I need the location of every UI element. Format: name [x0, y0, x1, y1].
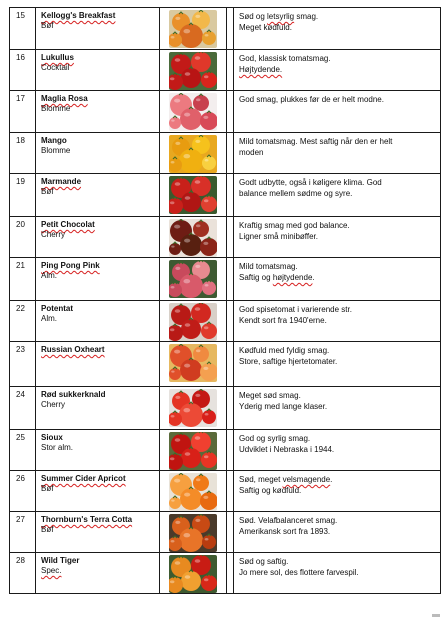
description: [234, 471, 440, 496]
description-line-1: Sød og letsyrlig smag.: [239, 12, 319, 21]
spacer-cell: [227, 8, 234, 50]
photo-cell: [160, 174, 227, 217]
photo-cell: [160, 387, 227, 430]
description: [234, 217, 440, 242]
description-cell: [234, 301, 441, 342]
description-line-2: Saftig og kødfuld.: [239, 486, 302, 495]
variety-cell: [36, 301, 160, 342]
variety-type: [36, 187, 159, 197]
variety-name-text: Russian Oxheart: [41, 345, 105, 354]
description-line-1: Kødfuld med fyldig smag.: [239, 346, 330, 355]
row-number-cell: [10, 430, 36, 471]
description-line-2: Ligner små minibøffer.: [239, 232, 318, 241]
tomato-photo-cherry: [169, 389, 217, 427]
row-number-cell: [10, 258, 36, 301]
variety-name-text: Kellogg's Breakfast: [41, 11, 116, 20]
tomato-photo-yellow: [169, 135, 217, 173]
row-number-cell: [10, 50, 36, 91]
tomato-photo-striped: [169, 555, 217, 593]
variety-name-text: Summer Cider Apricot: [41, 474, 126, 483]
spacer-cell: [227, 430, 234, 471]
photo-cell: [160, 342, 227, 387]
row-number-cell: [10, 512, 36, 553]
photo-cell: [160, 258, 227, 301]
description-cell: [234, 512, 441, 553]
variety-type-text: Cocktail: [41, 63, 70, 72]
variety-type-text: Stor alm.: [41, 443, 74, 452]
variety-type-text: Alm.: [41, 314, 57, 323]
variety-name: [36, 217, 159, 230]
variety-name-text: Maglia Rosa: [41, 94, 88, 103]
tomato-photo-red-large: [169, 432, 217, 470]
variety-name-text: Petit Chocolat: [41, 220, 95, 229]
description: [234, 553, 440, 578]
row-number: 28: [16, 556, 25, 565]
photo-cell: [160, 8, 227, 50]
row-number-cell: [10, 553, 36, 594]
tomato-photo-terracotta: [169, 514, 217, 552]
row-number: 24: [16, 390, 25, 399]
description-cell: [234, 342, 441, 387]
row-number: 23: [16, 345, 25, 354]
variety-name-text: Rød sukkerknald: [41, 390, 106, 399]
spacer-cell: [227, 301, 234, 342]
description-line-2: Højtydende.: [239, 65, 283, 74]
description-cell: [234, 258, 441, 301]
description: [234, 342, 440, 367]
variety-name-text: Thornburn's Terra Cotta: [41, 515, 133, 524]
description-line-2: Kendt sort fra 1940'erne.: [239, 316, 327, 325]
variety-cell: [36, 8, 160, 50]
variety-name: [36, 471, 159, 484]
variety-type-text: Blomme: [41, 146, 71, 155]
table-row: [10, 512, 441, 553]
description: [234, 430, 440, 455]
tomato-photo-oxheart: [169, 344, 217, 382]
row-number: 21: [16, 261, 25, 270]
variety-type-text: Cherry: [41, 230, 66, 239]
variety-type: [36, 271, 159, 281]
table-row: [10, 258, 441, 301]
variety-name: [36, 430, 159, 443]
description-line-1: Sød. Velafbalanceret smag.: [239, 516, 338, 525]
variety-cell: [36, 50, 160, 91]
variety-name-text: Ping Pong Pink: [41, 261, 100, 270]
description: [234, 174, 440, 199]
variety-type-text: Bøf: [41, 187, 54, 196]
description: [234, 301, 440, 326]
variety-name: [36, 50, 159, 63]
photo-cell: [160, 50, 227, 91]
variety-cell: [36, 471, 160, 512]
variety-name: [36, 553, 159, 566]
description: [234, 91, 440, 105]
row-number-cell: [10, 8, 36, 50]
description-line-2: Amerikansk sort fra 1893.: [239, 527, 331, 536]
description: [234, 512, 440, 537]
description-line-1: God, klassisk tomatsmag.: [239, 54, 331, 63]
photo-cell: [160, 217, 227, 258]
variety-type: [36, 314, 159, 324]
variety-type: [36, 443, 159, 453]
row-number-cell: [10, 133, 36, 174]
variety-type-text: Bøf: [41, 484, 54, 493]
row-number-cell: [10, 217, 36, 258]
variety-type: [36, 63, 159, 73]
description-cell: [234, 430, 441, 471]
description-line-1: Kraftig smag med god balance.: [239, 221, 350, 230]
description-cell: [234, 217, 441, 258]
row-number: 15: [16, 11, 25, 20]
variety-name: [36, 301, 159, 314]
variety-name: [36, 133, 159, 146]
variety-name-text: Lukullus: [41, 53, 74, 62]
tomato-photo-red: [169, 52, 217, 90]
description: [234, 133, 440, 158]
row-number-cell: [10, 471, 36, 512]
description: [234, 50, 440, 75]
description-line-1: God spisetomat i varierende str.: [239, 305, 352, 314]
row-number: 25: [16, 433, 25, 442]
table-row: [10, 301, 441, 342]
variety-type-text: Spec.: [41, 566, 62, 575]
variety-name-text: Potentat: [41, 304, 73, 313]
description: [234, 387, 440, 412]
variety-name: [36, 512, 159, 525]
variety-cell: [36, 430, 160, 471]
description-line-2: Meget kødfuld.: [239, 23, 292, 32]
description-cell: [234, 8, 441, 50]
variety-cell: [36, 133, 160, 174]
variety-cell: [36, 342, 160, 387]
variety-name: [36, 8, 159, 21]
variety-cell: [36, 258, 160, 301]
table-row: [10, 91, 441, 133]
tomato-photo-pink-bowl: [169, 93, 217, 131]
description-line-1: Sød, meget velsmagende.: [239, 475, 333, 484]
row-number: 27: [16, 515, 25, 524]
variety-name: [36, 387, 159, 400]
photo-cell: [160, 301, 227, 342]
spacer-cell: [227, 50, 234, 91]
variety-name-text: Sioux: [41, 433, 63, 442]
spacer-cell: [227, 512, 234, 553]
table-row: [10, 430, 441, 471]
variety-cell: [36, 217, 160, 258]
table-row: [10, 387, 441, 430]
tomato-photo-apricot: [169, 473, 217, 511]
description-line-1: Mild tomatsmag.: [239, 262, 298, 271]
tomato-photo-pink: [169, 260, 217, 298]
description-cell: [234, 387, 441, 430]
variety-cell: [36, 387, 160, 430]
variety-type: [36, 146, 159, 156]
description-line-2: balance mellem sødme og syre.: [239, 189, 353, 198]
variety-type-text: Bøf: [41, 21, 54, 30]
table-row: [10, 471, 441, 512]
spacer-cell: [227, 342, 234, 387]
description-line-2: moden: [239, 148, 264, 157]
table-row: [10, 174, 441, 217]
variety-cell: [36, 553, 160, 594]
description-line-1: Godt udbytte, også i køligere klima. God: [239, 178, 382, 187]
page-corner-mark: [432, 614, 440, 617]
description-line-2: Store, saftige hjertetomater.: [239, 357, 338, 366]
row-number-cell: [10, 342, 36, 387]
variety-name-text: Mango: [41, 136, 67, 145]
description-line-2: Udviklet i Nebraska i 1944.: [239, 445, 335, 454]
variety-type-text: Blomme: [41, 104, 71, 113]
photo-cell: [160, 471, 227, 512]
tomato-photo-chocolate: [169, 219, 217, 257]
variety-type: [36, 400, 159, 410]
table-row: [10, 8, 441, 50]
photo-cell: [160, 91, 227, 133]
description-cell: [234, 133, 441, 174]
variety-type-text: Cherry: [41, 400, 66, 409]
description-cell: [234, 91, 441, 133]
variety-type: [36, 484, 159, 494]
spacer-cell: [227, 133, 234, 174]
description-line-1: Meget sød smag.: [239, 391, 301, 400]
photo-cell: [160, 553, 227, 594]
table-row: [10, 133, 441, 174]
description-line-1: Sød og saftig.: [239, 557, 289, 566]
photo-cell: [160, 133, 227, 174]
description: [234, 258, 440, 283]
row-number: 18: [16, 136, 25, 145]
description-line-2: Saftig og højtydende.: [239, 273, 315, 282]
spacer-cell: [227, 471, 234, 512]
variety-name: [36, 342, 159, 355]
variety-name: [36, 91, 159, 104]
tomato-photo-orange: [169, 10, 217, 48]
row-number: 19: [16, 177, 25, 186]
table-row: [10, 50, 441, 91]
table-row: [10, 342, 441, 387]
table-row: [10, 217, 441, 258]
description-line-1: Mild tomatsmag. Mest saftig når den er helt: [239, 137, 393, 146]
description-line-2: Yderig med lange klaser.: [239, 402, 328, 411]
variety-name: [36, 258, 159, 271]
row-number: 26: [16, 474, 25, 483]
description-line-1: God og syrlig smag.: [239, 434, 311, 443]
variety-cell: [36, 174, 160, 217]
row-number-cell: [10, 91, 36, 133]
row-number-cell: [10, 301, 36, 342]
spacer-cell: [227, 387, 234, 430]
tomato-photo-red-cluster: [169, 176, 217, 214]
description-cell: [234, 50, 441, 91]
spacer-cell: [227, 258, 234, 301]
description-cell: [234, 553, 441, 594]
description-line-2: Jo mere sol, des flottere farvespil.: [239, 568, 359, 577]
row-number: 17: [16, 94, 25, 103]
variety-type-text: Alm.: [41, 271, 57, 280]
variety-name: [36, 174, 159, 187]
photo-cell: [160, 430, 227, 471]
table-row: [10, 553, 441, 594]
variety-name-text: Wild Tiger: [41, 556, 80, 565]
row-number-cell: [10, 174, 36, 217]
row-number-cell: [10, 387, 36, 430]
description: [234, 8, 440, 33]
spacer-cell: [227, 553, 234, 594]
variety-type: [36, 230, 159, 240]
tomato-photo-red-vine: [169, 303, 217, 341]
photo-cell: [160, 512, 227, 553]
variety-type: [36, 525, 159, 535]
description-cell: [234, 471, 441, 512]
row-number: 22: [16, 304, 25, 313]
spacer-cell: [227, 217, 234, 258]
variety-type: [36, 566, 159, 576]
variety-name-text: Marmande: [41, 177, 82, 186]
variety-type: [36, 104, 159, 114]
row-number: 20: [16, 220, 25, 229]
variety-cell: [36, 512, 160, 553]
variety-type: [36, 21, 159, 31]
description-cell: [234, 174, 441, 217]
variety-type-text: Bøf: [41, 525, 54, 534]
variety-cell: [36, 91, 160, 133]
tomato-variety-table: [9, 7, 441, 594]
spacer-cell: [227, 91, 234, 133]
spacer-cell: [227, 174, 234, 217]
row-number: 16: [16, 53, 25, 62]
description-line-1: God smag, plukkes før de er helt modne.: [239, 95, 384, 104]
